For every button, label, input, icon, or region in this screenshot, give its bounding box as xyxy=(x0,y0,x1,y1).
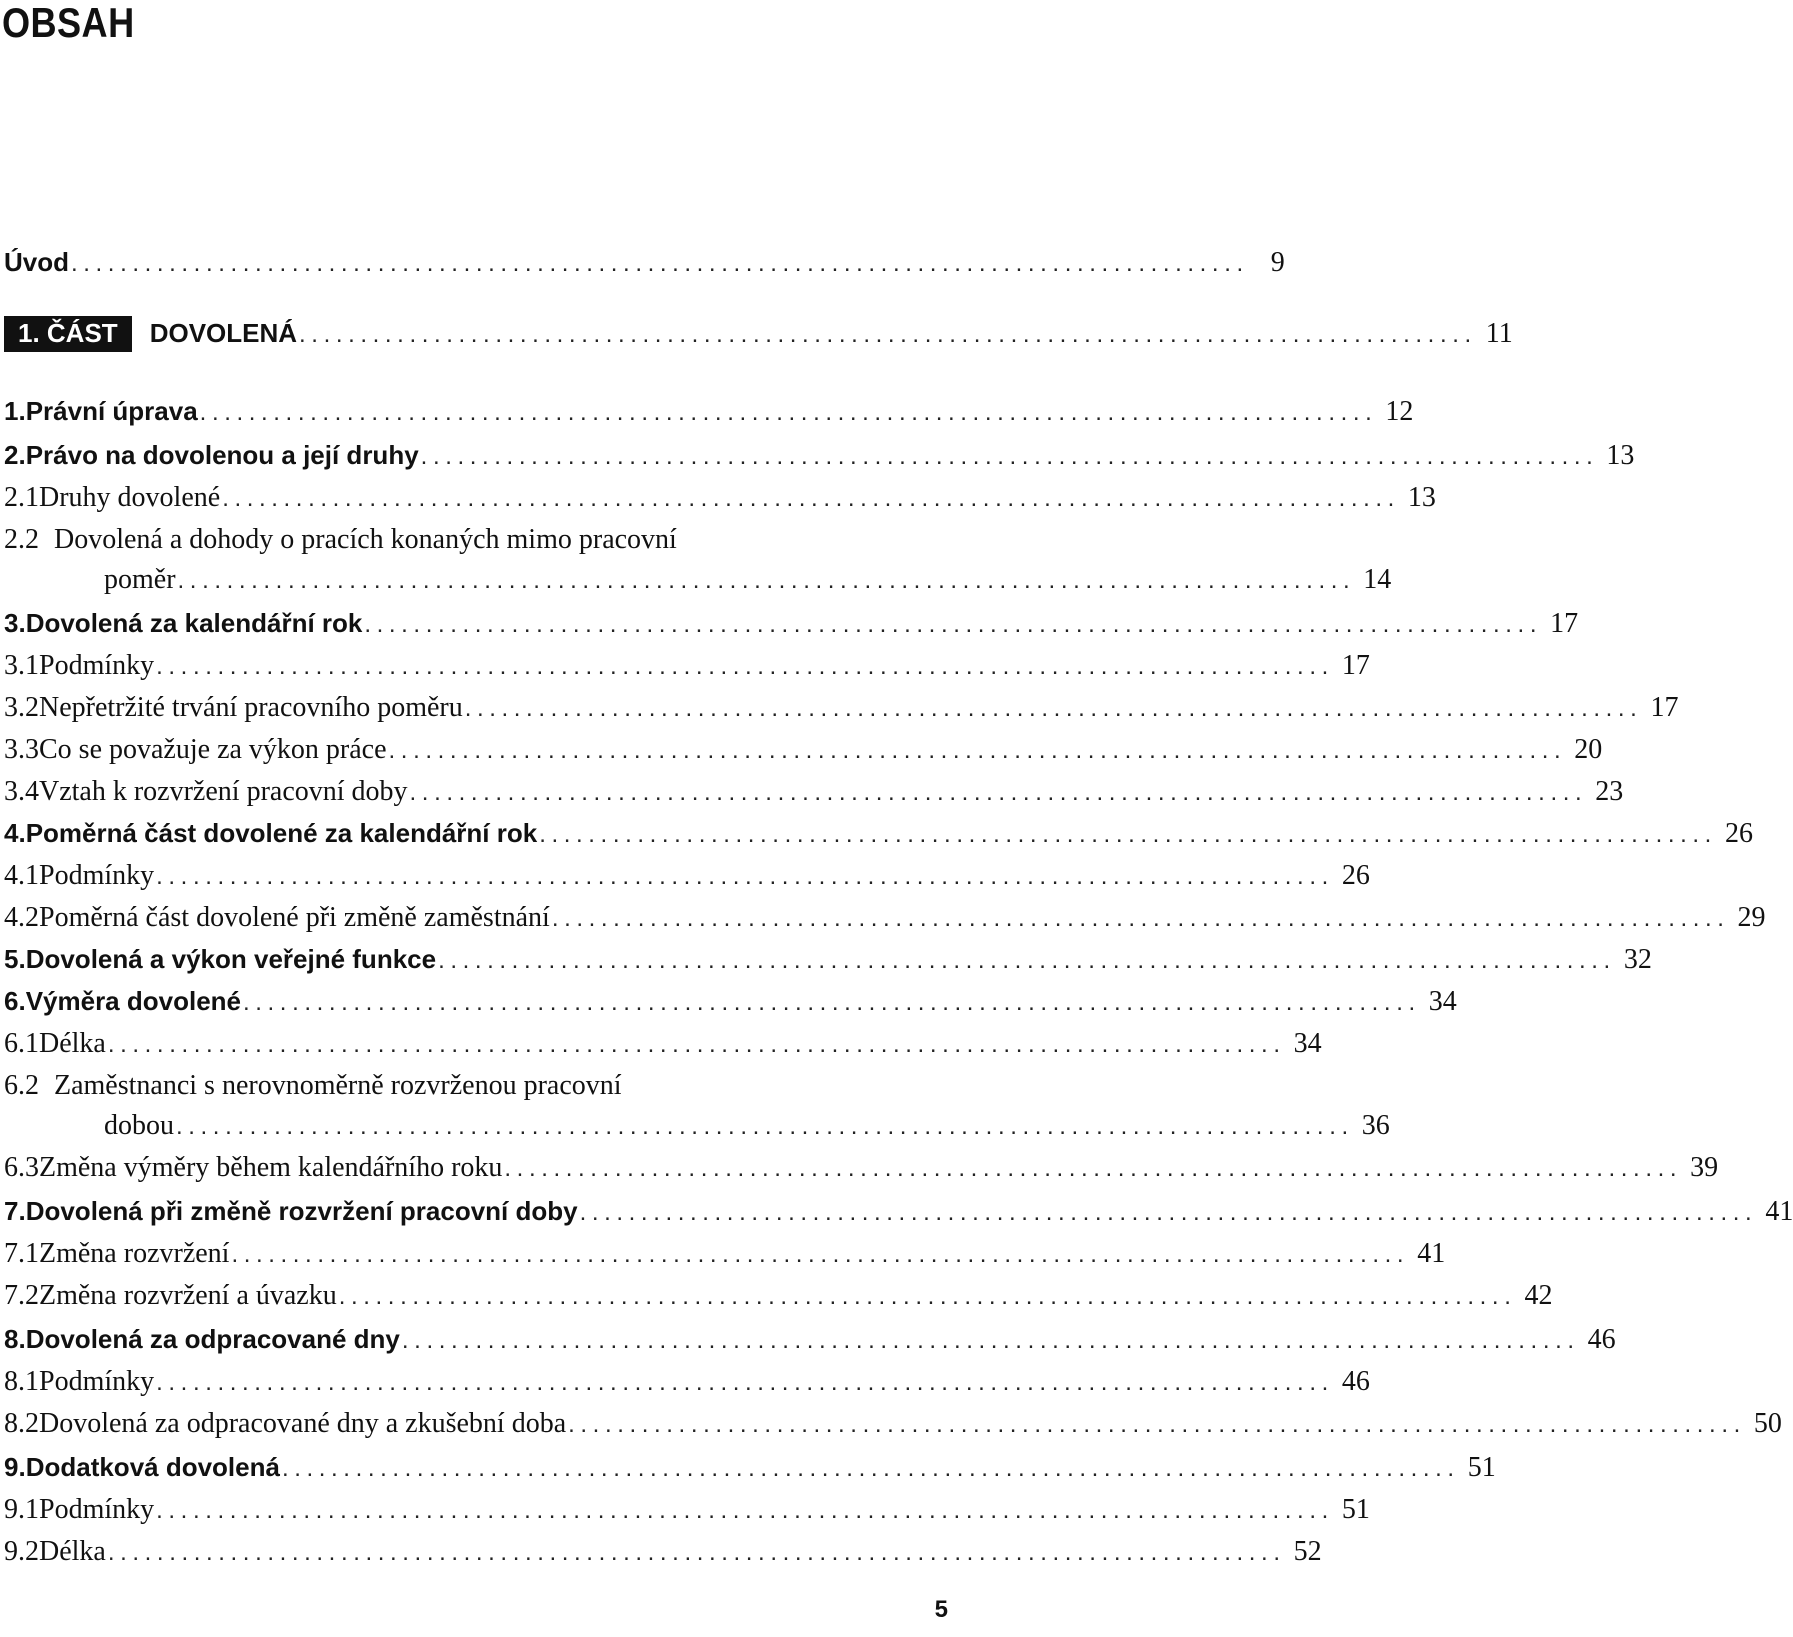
toc-entry-label: Úvod xyxy=(4,247,69,277)
toc-entry-page: 23 xyxy=(1595,776,1624,807)
toc-entry-page: 26 xyxy=(1341,860,1370,891)
dot-leader: ................................................................................................ xyxy=(579,1199,1758,1226)
dot-leader: ................................................................................................ xyxy=(156,653,1334,680)
toc-entry-label: Právní úprava xyxy=(25,396,198,426)
toc-entry-s71[interactable] xyxy=(4,1238,1446,1270)
toc-entry-intro[interactable] xyxy=(4,247,1285,279)
toc-entry-label: Podmínky xyxy=(39,1366,155,1397)
toc-entry-number: 9.2 xyxy=(4,1536,39,1567)
toc-entry-part-1[interactable] xyxy=(4,316,1513,352)
dot-leader: ................................................................................................ xyxy=(401,1327,1580,1354)
toc-entry-ch1[interactable] xyxy=(4,396,1414,428)
toc-entry-label: Změna rozvržení a úvazku xyxy=(39,1280,337,1311)
toc-entry-label: Nepřetržité trvání pracovního poměru xyxy=(39,692,463,723)
toc-entry-page: 36 xyxy=(1361,1110,1390,1141)
toc-entry-page: 26 xyxy=(1724,818,1753,849)
toc-entry-label: Dovolená a výkon veřejné funkce xyxy=(25,944,437,974)
toc-entry-s33[interactable] xyxy=(4,734,1603,766)
toc-entry-page: 29 xyxy=(1737,902,1766,933)
toc-entry-page: 34 xyxy=(1293,1028,1322,1059)
toc-entry-number: 9.1 xyxy=(4,1494,39,1525)
dot-leader: ................................................................................................ xyxy=(464,695,1643,722)
toc-entry-page: 41 xyxy=(1417,1238,1446,1269)
toc-entry-number: 4.1 xyxy=(4,860,39,891)
toc-entry-page: 32 xyxy=(1623,944,1652,975)
toc-entry-page: 20 xyxy=(1574,734,1603,765)
toc-entry-label: Výměra dovolené xyxy=(25,986,241,1016)
toc-entry-number: 7. xyxy=(4,1196,26,1226)
toc-entry-s91[interactable] xyxy=(4,1494,1370,1526)
toc-entry-page: 34 xyxy=(1428,986,1457,1017)
toc-entry-label-continued: poměr xyxy=(104,564,176,595)
dot-leader: ................................................................................................ xyxy=(568,1411,1746,1438)
toc-entry-page: 46 xyxy=(1587,1324,1616,1355)
toc-entry-label: Podmínky xyxy=(39,1494,155,1525)
dot-leader: ................................................................................................ xyxy=(71,250,1249,277)
toc-entry-page: 52 xyxy=(1293,1536,1322,1567)
toc-entry-number: 3.2 xyxy=(4,692,39,723)
dot-leader: ................................................................................................ xyxy=(156,1369,1334,1396)
toc-entry-number: 1. xyxy=(4,396,26,426)
toc-entry-label: Podmínky xyxy=(39,650,155,681)
toc-entry-s32[interactable] xyxy=(4,692,1679,724)
toc-entry-number: 6.3 xyxy=(4,1152,39,1183)
toc-entry-label: Dodatková dovolená xyxy=(25,1452,280,1482)
page-number: 5 xyxy=(934,1596,948,1623)
toc-entry-number: 8. xyxy=(4,1324,26,1354)
toc-entry-number: 6.1 xyxy=(4,1028,39,1059)
toc-entry-page: 39 xyxy=(1690,1152,1719,1183)
toc-entry-ch4[interactable] xyxy=(4,818,1753,850)
toc-entry-page: 46 xyxy=(1341,1366,1370,1397)
toc-entry-ch3[interactable] xyxy=(4,608,1579,640)
toc-entry-page: 51 xyxy=(1341,1494,1370,1525)
dot-leader: ................................................................................................ xyxy=(438,947,1616,974)
toc-entry-number: 4. xyxy=(4,818,26,848)
toc-entry-s92[interactable] xyxy=(4,1536,1322,1568)
toc-entry-number: 7.1 xyxy=(4,1238,39,1269)
toc-entry-s72[interactable] xyxy=(4,1280,1553,1312)
toc-entry-page: 11 xyxy=(1485,318,1513,349)
toc-entry-page: 14 xyxy=(1363,564,1392,595)
dot-leader: ................................................................................................ xyxy=(156,863,1334,890)
toc-entry-number: 8.2 xyxy=(4,1408,39,1439)
toc-entry-ch5[interactable] xyxy=(4,944,1652,976)
toc-entry-label: Změna výměry během kalendářního roku xyxy=(39,1152,503,1183)
dot-leader: ................................................................................................ xyxy=(409,779,1588,806)
toc-entry-number: 8.1 xyxy=(4,1366,39,1397)
toc-entry-ch9[interactable] xyxy=(4,1452,1496,1484)
toc-entry-s62-line2[interactable] xyxy=(104,1110,1390,1142)
toc-entry-label: Právo na dovolenou a její druhy xyxy=(25,440,419,470)
toc-entry-s62-line1[interactable] xyxy=(4,1070,622,1102)
toc-entry-s82[interactable] xyxy=(4,1408,1782,1440)
toc-entry-ch7[interactable] xyxy=(4,1196,1793,1228)
toc-entry-label: Dovolená a dohody o pracích konaných mimo pracovní xyxy=(54,524,677,555)
toc-entry-number: 2.2 xyxy=(4,524,39,555)
toc-entry-s31[interactable] xyxy=(4,650,1370,682)
toc-entry-label: DOVOLENÁ xyxy=(149,318,298,348)
dot-leader: ................................................................................................ xyxy=(551,905,1730,932)
toc-entry-label: Poměrná část dovolené při změně zaměstnání xyxy=(39,902,550,933)
toc-entry-page: 50 xyxy=(1753,1408,1782,1439)
dot-leader: ................................................................................................ xyxy=(364,611,1543,638)
toc-entry-s61[interactable] xyxy=(4,1028,1322,1060)
toc-entry-page: 9 xyxy=(1270,247,1285,278)
toc-entry-label: Co se považuje za výkon práce xyxy=(39,734,387,765)
toc-entry-s63[interactable] xyxy=(4,1152,1719,1184)
dot-leader: ................................................................................................ xyxy=(107,1539,1286,1566)
dot-leader: ................................................................................................ xyxy=(388,737,1567,764)
toc-entry-s21[interactable] xyxy=(4,482,1436,514)
toc-entry-number: 3. xyxy=(4,608,26,638)
toc-entry-label: Zaměstnanci s nerovnoměrně rozvrženou pracovní xyxy=(54,1070,622,1101)
toc-entry-page: 13 xyxy=(1407,482,1436,513)
toc-entry-label: Délka xyxy=(39,1536,106,1567)
toc-entry-number: 2. xyxy=(4,440,26,470)
page-title: OBSAH xyxy=(2,0,135,46)
dot-leader: ................................................................................................ xyxy=(156,1497,1334,1524)
toc-entry-label: Dovolená při změně rozvržení pracovní doby xyxy=(25,1196,578,1226)
dot-leader: ................................................................................................ xyxy=(107,1031,1286,1058)
toc-entry-ch6[interactable] xyxy=(4,986,1457,1018)
toc-entry-page: 17 xyxy=(1550,608,1579,639)
toc-entry-label: Dovolená za odpracované dny a zkušební doba xyxy=(39,1408,567,1439)
toc-entry-number: 4.2 xyxy=(4,902,39,933)
dot-leader: ................................................................................................ xyxy=(504,1155,1683,1182)
part-badge: 1. ČÁST xyxy=(4,316,132,352)
toc-entry-label: Poměrná část dovolené za kalendářní rok xyxy=(25,818,538,848)
toc-entry-number: 7.2 xyxy=(4,1280,39,1311)
dot-leader: ................................................................................................ xyxy=(420,443,1599,470)
dot-leader: ................................................................................................ xyxy=(199,399,1378,426)
toc-entry-label: Dovolená za kalendářní rok xyxy=(25,608,363,638)
toc-entry-number: 9. xyxy=(4,1452,26,1482)
toc-entry-s42[interactable] xyxy=(4,902,1766,934)
dot-leader: ................................................................................................ xyxy=(299,321,1477,348)
toc-entry-label: Délka xyxy=(39,1028,106,1059)
dot-leader: ................................................................................................ xyxy=(338,1283,1517,1310)
dot-leader: ................................................................................................ xyxy=(539,821,1717,848)
toc-entry-s81[interactable] xyxy=(4,1366,1370,1398)
toc-entry-page: 42 xyxy=(1524,1280,1553,1311)
dot-leader: ................................................................................................ xyxy=(222,485,1400,512)
toc-entry-s22-line2[interactable] xyxy=(104,564,1392,596)
toc-entry-number: 2.1 xyxy=(4,482,39,513)
dot-leader: ................................................................................................ xyxy=(176,1113,1354,1140)
toc-entry-label: Vztah k rozvržení pracovní doby xyxy=(39,776,408,807)
toc-entry-page: 17 xyxy=(1650,692,1679,723)
toc-entry-label: Podmínky xyxy=(39,860,155,891)
dot-leader: ................................................................................................ xyxy=(231,1241,1410,1268)
toc-entry-page: 17 xyxy=(1341,650,1370,681)
toc-entry-page: 51 xyxy=(1467,1452,1496,1483)
toc-entry-number: 3.3 xyxy=(4,734,39,765)
toc-entry-number: 3.4 xyxy=(4,776,39,807)
toc-entry-number: 6. xyxy=(4,986,26,1016)
dot-leader: ................................................................................................ xyxy=(243,989,1421,1016)
dot-leader: ................................................................................................ xyxy=(177,567,1356,594)
toc-entry-number: 6.2 xyxy=(4,1070,39,1101)
toc-entry-page: 12 xyxy=(1385,396,1414,427)
toc-entry-ch2[interactable] xyxy=(4,440,1635,472)
toc-entry-label: Dovolená za odpracované dny xyxy=(25,1324,400,1354)
toc-entry-s41[interactable] xyxy=(4,860,1370,892)
toc-entry-label: Druhy dovolené xyxy=(39,482,221,513)
toc-entry-s34[interactable] xyxy=(4,776,1624,808)
toc-entry-label-continued: dobou xyxy=(104,1110,174,1141)
dot-leader: ................................................................................................ xyxy=(281,1455,1460,1482)
toc-entry-label: Změna rozvržení xyxy=(39,1238,230,1269)
toc-entry-page: 13 xyxy=(1606,440,1635,471)
toc-entry-number: 3.1 xyxy=(4,650,39,681)
toc-entry-ch8[interactable] xyxy=(4,1324,1616,1356)
toc-entry-number: 5. xyxy=(4,944,26,974)
toc-entry-s22-line1[interactable] xyxy=(4,524,677,556)
toc-entry-page: 41 xyxy=(1765,1196,1793,1227)
